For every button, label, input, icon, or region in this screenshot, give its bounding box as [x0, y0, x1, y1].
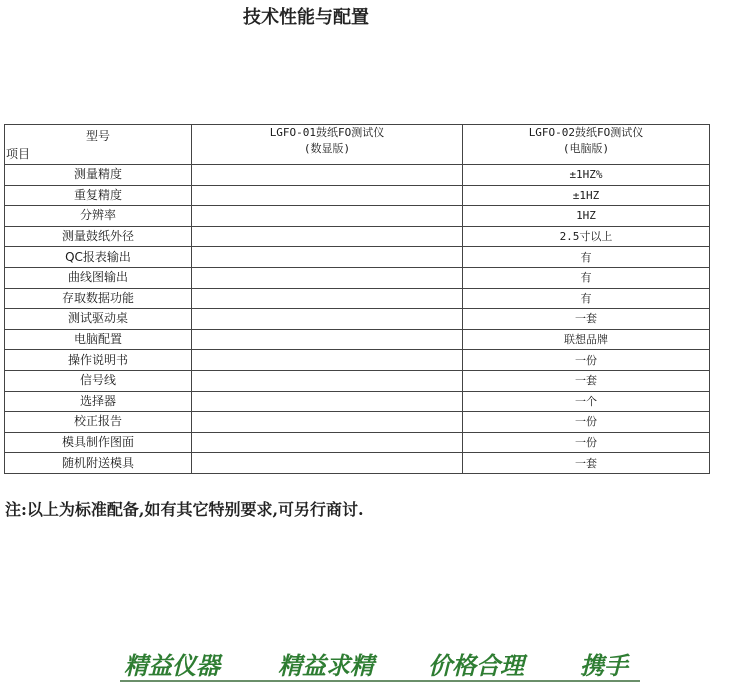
- row-item-cell: 测量精度: [5, 165, 192, 186]
- table-row: [5, 267, 710, 288]
- row-col-b-cell: 2.5寸以上: [463, 226, 710, 247]
- row-item-cell: 测量鼓纸外径: [5, 226, 192, 247]
- footnote: 注:以上为标准配备,如有其它特别要求,可另行商讨.: [5, 500, 364, 519]
- slogan-part-3: 价格合理: [428, 651, 524, 680]
- slogan-part-4: 携手: [580, 651, 628, 680]
- table-row: [5, 288, 710, 309]
- row-col-a-cell: [192, 370, 463, 391]
- header-model-label: 型号: [85, 129, 110, 143]
- row-item-cell: 校正报告: [5, 412, 192, 433]
- header-col-a-name: LGFO-01鼓纸FO测试仪: [269, 126, 385, 139]
- row-col-b-cell: 一套: [463, 370, 710, 391]
- row-col-a-cell: [192, 453, 463, 474]
- row-col-b-cell: 一份: [463, 432, 710, 453]
- row-item-cell: 模具制作图面: [5, 432, 192, 453]
- row-col-b-cell: ±1HZ%: [463, 165, 710, 186]
- row-item-cell: 曲线图输出: [5, 267, 192, 288]
- row-col-a-cell: [192, 412, 463, 433]
- row-col-a-cell: [192, 329, 463, 350]
- row-col-b-cell: 有: [463, 267, 710, 288]
- slogan-banner: [120, 644, 640, 682]
- header-col-b: [463, 125, 710, 165]
- row-item-cell: 存取数据功能: [5, 288, 192, 309]
- table-row: [5, 412, 710, 433]
- slogan-part-2: 精益求精: [278, 651, 374, 680]
- table-row: [5, 329, 710, 350]
- row-col-a-cell: [192, 226, 463, 247]
- header-col-a-version: (数显版): [303, 142, 351, 155]
- row-col-a-cell: [192, 350, 463, 371]
- table-row: [5, 309, 710, 330]
- row-item-cell: 电脑配置: [5, 329, 192, 350]
- spec-table: [4, 124, 710, 474]
- row-col-a-cell: [192, 247, 463, 268]
- row-col-a-cell: [192, 267, 463, 288]
- row-item-cell: 信号线: [5, 370, 192, 391]
- table-row: [5, 432, 710, 453]
- row-col-a-cell: [192, 432, 463, 453]
- slogan-part-1: 精益仪器: [124, 651, 220, 680]
- row-item-cell: 操作说明书: [5, 350, 192, 371]
- row-col-a-cell: [192, 185, 463, 206]
- table-row: [5, 206, 710, 227]
- row-col-a-cell: [192, 391, 463, 412]
- row-item-cell: QC报表输出: [5, 247, 192, 268]
- spec-table-body: [5, 125, 710, 474]
- row-item-cell: 选择器: [5, 391, 192, 412]
- row-col-b-cell: 一个: [463, 391, 710, 412]
- header-col-a: [192, 125, 463, 165]
- row-col-b-cell: 一份: [463, 350, 710, 371]
- row-item-cell: 测试驱动桌: [5, 309, 192, 330]
- table-header-row: [5, 125, 710, 165]
- row-col-b-cell: 一套: [463, 453, 710, 474]
- row-col-a-cell: [192, 288, 463, 309]
- header-col-b-version: (电脑版): [562, 142, 610, 155]
- table-row: [5, 370, 710, 391]
- table-row: [5, 391, 710, 412]
- row-col-b-cell: 1HZ: [463, 206, 710, 227]
- table-row: [5, 350, 710, 371]
- table-row: [5, 247, 710, 268]
- header-corner-cell: [5, 125, 192, 165]
- row-item-cell: 分辨率: [5, 206, 192, 227]
- row-col-a-cell: [192, 165, 463, 186]
- table-row: [5, 453, 710, 474]
- row-item-cell: 重复精度: [5, 185, 192, 206]
- row-col-b-cell: 一份: [463, 412, 710, 433]
- table-row: [5, 226, 710, 247]
- row-item-cell: 随机附送模具: [5, 453, 192, 474]
- row-col-b-cell: 联想品牌: [463, 329, 710, 350]
- table-row: [5, 185, 710, 206]
- page-title: 技术性能与配置: [243, 7, 369, 28]
- header-item-label: 项目: [6, 147, 31, 161]
- row-col-b-cell: ±1HZ: [463, 185, 710, 206]
- row-col-a-cell: [192, 309, 463, 330]
- row-col-a-cell: [192, 206, 463, 227]
- row-col-b-cell: 有: [463, 247, 710, 268]
- header-col-b-name: LGFO-02鼓纸FO测试仪: [528, 126, 644, 139]
- row-col-b-cell: 有: [463, 288, 710, 309]
- table-row: [5, 165, 710, 186]
- row-col-b-cell: 一套: [463, 309, 710, 330]
